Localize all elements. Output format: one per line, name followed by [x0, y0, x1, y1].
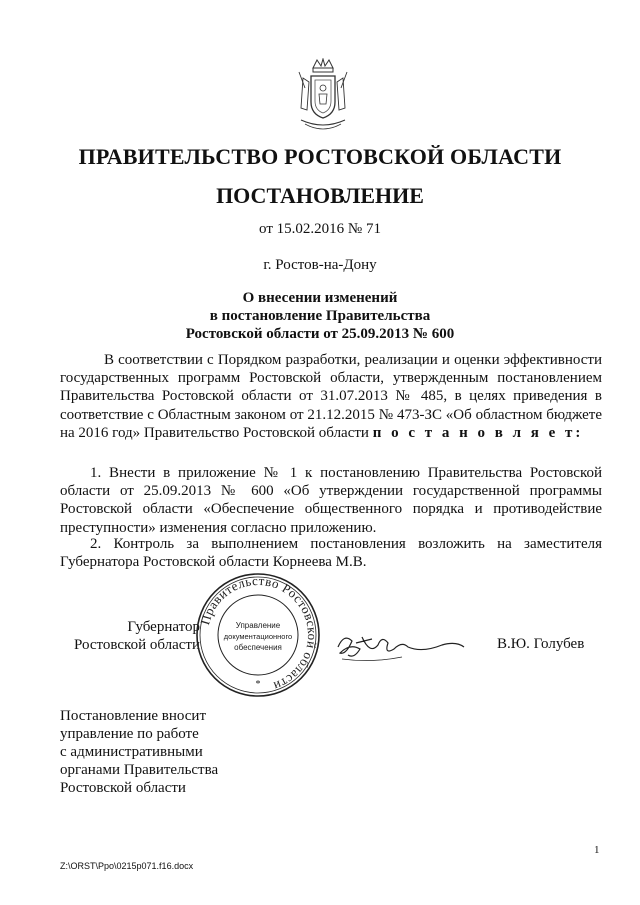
stamp-ring-text: Правительство Ростовской области — [197, 572, 321, 695]
signatory-title-line: Ростовской области — [74, 637, 200, 653]
document-type: ПОСТАНОВЛЕНИЕ — [216, 183, 424, 208]
subject-line: О внесении изменений — [242, 290, 398, 306]
body-paragraph-item-1 — [60, 464, 602, 537]
body-paragraph-item-2 — [60, 535, 602, 571]
note-line: Ростовской области — [60, 780, 186, 796]
stamp-star-icon: * — [255, 679, 261, 690]
decree-keyword: п о с т а н о в л я е т: — [372, 424, 584, 441]
document-subject — [0, 289, 640, 343]
subject-line: в постановление Правительства — [209, 308, 431, 324]
submitted-by-note — [60, 707, 260, 797]
signatory-title-line: Губернатор — [127, 619, 200, 635]
item-2-text: 2. Контроль за выполнением постановления возложить на заместителя Губернатора Ростовской области Корнеева М.В. — [60, 536, 602, 571]
signatory-title — [60, 618, 200, 654]
handwritten-signature — [332, 625, 472, 665]
stamp-center-line: обеспечения — [234, 643, 282, 652]
file-path-footer: Z:\ORST\Ppo\0215p071.f16.docx — [60, 861, 194, 871]
note-line: органами Правительства — [60, 762, 219, 778]
stamp-center-line: Управление — [235, 621, 281, 630]
signatory-name: В.Ю. Голубев — [497, 636, 585, 652]
item-1-text: 1. Внести в приложение № 1 к постановлению Правительства Ростовской области от 25.09.2013 № 600 «Об утверждении государственной программы Ростовской области «Обеспечение общественного порядка и противодействие преступности» изменения согласно приложению. — [60, 465, 602, 536]
subject-line: Ростовской области от 25.09.2013 № 600 — [185, 326, 455, 342]
official-stamp — [193, 570, 323, 700]
rostov-coat-of-arms-icon — [293, 58, 353, 136]
page-number: 1 — [594, 844, 600, 856]
note-line: Постановление вносит — [60, 708, 207, 724]
preamble-text: В соответствии с Порядком разработки, реализации и оценки эффективности государственных программ Ростовской области, утвержденным постановлением Правительства Ростовской области от 31.07.2013 № 485, в целях приведения в соответствие с Областным законом от 21.12.2015 № 473-ЗС «Об областном бюджете на 2016 год» Правительство Ростовской области — [60, 352, 602, 441]
body-paragraph-preamble — [60, 351, 602, 442]
note-line: с административными — [60, 744, 203, 760]
stamp-center-line: документационного — [223, 632, 293, 641]
document-city: г. Ростов-на-Дону — [263, 257, 377, 273]
government-title: ПРАВИТЕЛЬСТВО РОСТОВСКОЙ ОБЛАСТИ — [78, 144, 562, 169]
document-date-number: от 15.02.2016 № 71 — [259, 221, 381, 237]
note-line: управление по работе — [60, 726, 199, 742]
